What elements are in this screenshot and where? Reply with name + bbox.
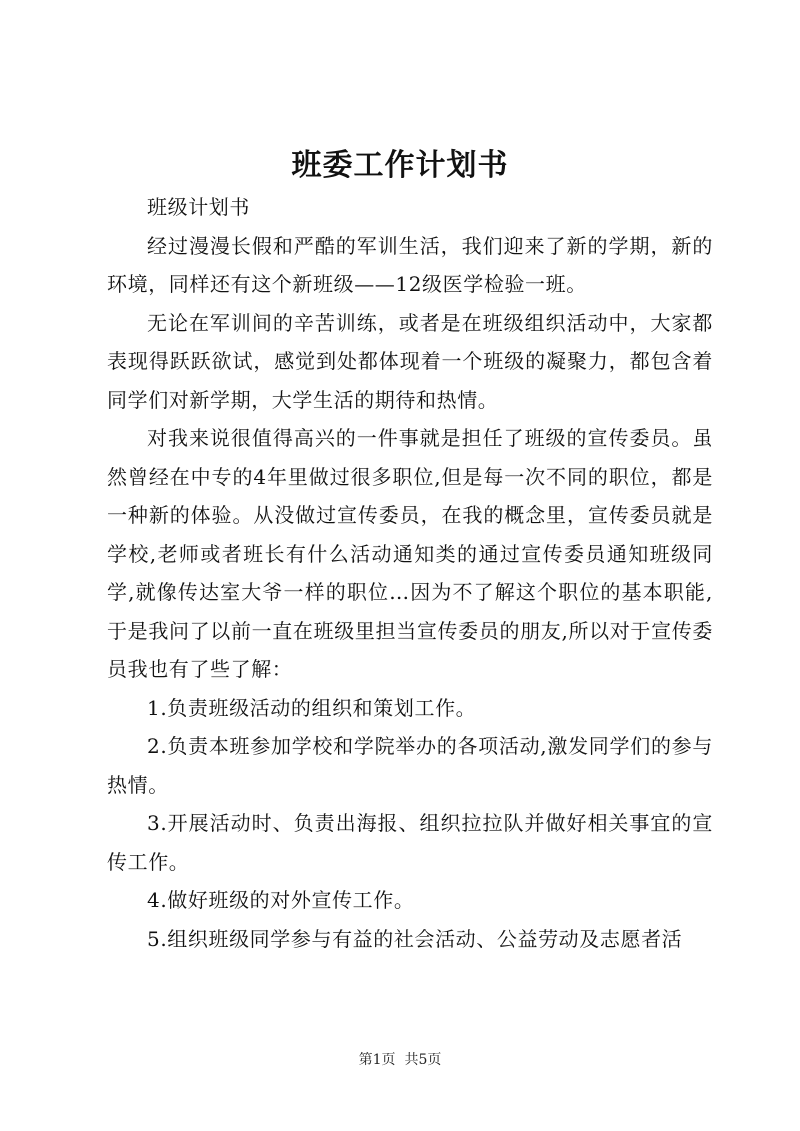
list-item-4: 4.做好班级的对外宣传工作。 bbox=[147, 888, 415, 912]
page-number: 第1页 bbox=[358, 1052, 396, 1068]
page-footer bbox=[0, 1049, 800, 1069]
document-title: 班委工作计划书 bbox=[291, 148, 509, 183]
paragraph-intro: 经过漫漫长假和严酷的军训生活，我们迎来了新的学期，新的环境，同样还有这个新班级——12级医学检验一班。 bbox=[107, 233, 713, 296]
list-item-1: 1.负责班级活动的组织和策划工作。 bbox=[147, 695, 477, 720]
paragraph-subtitle: 班级计划书 bbox=[147, 195, 250, 219]
document-body bbox=[107, 188, 713, 958]
list-item-3: 3.开展活动时、负责出海报、组织拉拉队并做好相关事宜的宣传工作。 bbox=[107, 811, 713, 874]
list-item-5: 5.组织班级同学参与有益的社会活动、公益劳动及志愿者活 bbox=[147, 926, 683, 951]
paragraph-role: 对我来说很值得高兴的一件事就是担任了班级的宣传委员。虽然曾经在中专的4年里做过很多职位,但是每一次不同的职位，都是一种新的体验。从没做过宣传委员，在我的概念里，宣传委员就是学校,老师或者班长有什么活动通知类的通过宣传委员通知班级同学,就像传达室大爷一样的职位…因为不了解这个职位的基本职能,于是我问了以前一直在班级里担当宣传委员的朋友,所以对于宣传委员我也有了些了解： bbox=[107, 426, 713, 681]
page-total: 共5页 bbox=[404, 1052, 442, 1068]
paragraph-training: 无论在军训间的辛苦训练，或者是在班级组织活动中，大家都表现得跃跃欲试，感觉到处都体现着一个班级的凝聚力，都包含着同学们对新学期，大学生活的期待和热情。 bbox=[107, 310, 713, 412]
list-item-2: 2.负责本班参加学校和学院举办的各项活动,激发同学们的参与热情。 bbox=[107, 734, 713, 797]
